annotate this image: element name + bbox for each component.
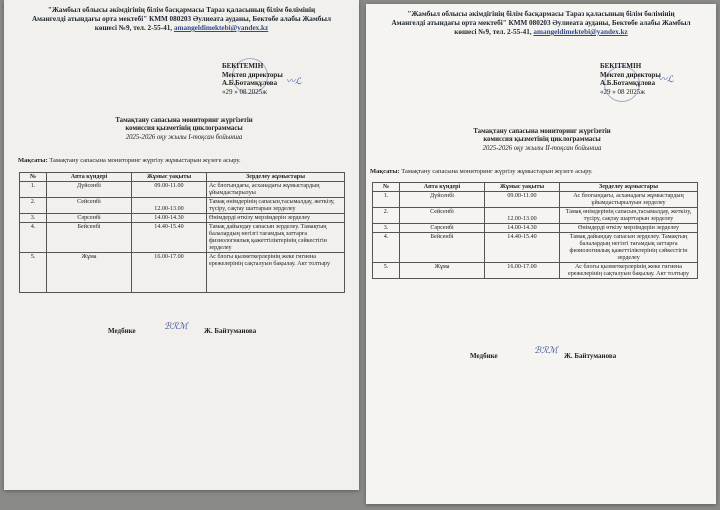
nurse-name: Ж. Байтуманова <box>564 352 617 360</box>
nurse-label: Медбике <box>470 352 498 360</box>
table-row <box>373 233 698 263</box>
row-num: 1. <box>373 192 400 208</box>
approval-block <box>600 62 661 96</box>
approval-position: Мектеп директоры <box>222 70 283 79</box>
document-sheet-right <box>366 4 716 504</box>
nurse-name: Ж. Байтуманова <box>204 327 257 335</box>
table-header-row <box>373 183 698 192</box>
header-line-2: Амангелді атындағы орта мектебі" КММ 080203 Әулиеата ауданы, Бектөбе алабы Жамбыл <box>31 15 332 23</box>
header-line-2: Амангелді атындағы орта мектебі" КММ 080203 Әулиеата ауданы, Бектөбе алабы Жамбыл <box>391 19 691 27</box>
row-num: 5. <box>373 263 400 279</box>
approval-block <box>222 62 283 96</box>
row-time: 12.00-13.00 <box>132 198 207 214</box>
approval-name: А.Б.Ботамқұлова <box>600 79 656 87</box>
row-time: 12.00-13.00 <box>485 208 560 224</box>
row-time: 14.40-15.40 <box>485 233 560 263</box>
table-row <box>20 198 345 214</box>
row-time: 16.00-17.00 <box>132 253 207 293</box>
director-signature-icon: 〰︎ℒ <box>286 77 302 87</box>
header-email[interactable]: amangeldimektebi@yandex.kz <box>173 24 269 32</box>
table-row <box>373 208 698 224</box>
purpose-line <box>370 168 593 175</box>
purpose-text: Тамақтану сапасына мониторинг жүргізу жұмыстарын жүзеге асыру. <box>401 168 593 175</box>
row-day: Сейсенбі <box>400 208 485 224</box>
table-header-row <box>20 173 345 182</box>
doc-title-line-1: Тамақтану сапасына мониторинг жүргізетін <box>115 117 253 124</box>
table-row <box>20 223 345 253</box>
purpose-label: Мақсаты: <box>18 157 48 164</box>
row-task: Тамақ дайындау сапасын зерделеу. Тамақтың балалардың негізгі тағамдық заттарға физиологиялық қажеттіліктерінің сәйкестігін зерделеу <box>560 233 698 263</box>
header-email[interactable]: amangeldimektebi@yandex.kz <box>533 28 628 36</box>
approval-title: БЕКІТЕМІН <box>222 62 264 70</box>
col-task-header: Зерделеу жұмыстары <box>560 183 698 192</box>
col-time-header: Жұмыс уақыты <box>485 183 560 192</box>
doc-title-line-2: комиссия қызметінің циклограммасы <box>483 136 601 144</box>
col-day-header: Апта күндері <box>47 173 132 182</box>
row-day: Бейсенбі <box>400 233 485 263</box>
header-line-1: "Жамбыл облысы әкімдігінің білім басқармасы Тараз қаласының білім бөлімінің <box>407 10 675 18</box>
row-task: Тамақ өнімдерінің сапасын,тасымалдау, жеткізу, түсіру, сақтау шарттарын зерделеу <box>560 208 698 224</box>
col-time-header: Жұмыс уақыты <box>132 173 207 182</box>
col-task-header: Зерделеу жұмыстары <box>207 173 345 182</box>
header-line-3 <box>18 24 345 33</box>
row-day: Дүйсенбі <box>400 192 485 208</box>
table-row <box>373 224 698 233</box>
nurse-signature-icon: ℬℛℳ <box>534 346 558 356</box>
row-task: Ас блогы қызметкерлерінің жеке гигиена ережелерінің сақталуын бақылау. Акт толтыру <box>207 253 345 293</box>
director-signature-icon: 〰︎ℒ <box>658 75 674 85</box>
row-task: Өнімдерді өткізу мерзімдерін зерделеу <box>560 224 698 233</box>
approval-position: Мектеп директоры <box>600 70 661 79</box>
row-time: 09.00-11.00 <box>132 182 207 198</box>
row-day: Жұма <box>47 253 132 293</box>
approval-date: «29 » 08 2025ж <box>600 87 646 96</box>
table-row <box>20 182 345 198</box>
nurse-signature-icon: ℬℛℳ <box>164 322 188 332</box>
row-time: 14.00-14.30 <box>132 214 207 223</box>
doc-subtitle: 2025-2026 оқу жылы І-тоқсан бойынша <box>125 133 243 141</box>
schedule-table <box>19 172 345 293</box>
doc-subtitle: 2025-2026 оқу жылы ІІ-тоқсан бойынша <box>482 144 602 152</box>
approval-name: А.Б.Ботамқұлова <box>222 79 278 87</box>
row-num: 1. <box>20 182 47 198</box>
school-header <box>380 10 702 37</box>
purpose-line <box>18 157 241 164</box>
approval-title: БЕКІТЕМІН <box>600 62 642 70</box>
purpose-text: Тамақтану сапасына мониторинг жүргізу жұмыстарын жүзеге асыру. <box>49 157 241 164</box>
doc-title-line-2: комиссия қызметінің циклограммасы <box>125 125 243 133</box>
row-num: 3. <box>20 214 47 223</box>
row-time: 14.00-14.30 <box>485 224 560 233</box>
row-day: Дүйсенбі <box>47 182 132 198</box>
row-day: Сейсенбі <box>47 198 132 214</box>
row-day: Жұма <box>400 263 485 279</box>
col-day-header: Апта күндері <box>400 183 485 192</box>
table-row <box>20 214 345 223</box>
schedule-table <box>372 182 698 279</box>
header-address: көшесі №9, тел. 2-55-41, <box>454 28 532 36</box>
col-num-header: № <box>373 183 400 192</box>
col-num-header: № <box>20 173 47 182</box>
row-task: Өнімдерді өткізу мерзімдерін зерделеу <box>207 214 345 223</box>
doc-title-line-1: Тамақтану сапасына мониторинг жүргізетін <box>473 128 611 135</box>
row-day: Сәрсенбі <box>47 214 132 223</box>
row-time: 16.00-17.00 <box>485 263 560 279</box>
approval-date: «29 » 08 2025ж <box>222 87 268 96</box>
school-header <box>18 6 345 33</box>
row-task: Ас блогы қызметкерлерінің жеке гигиена ережелерінің сақталуын бақылау. Акт толтыру <box>560 263 698 279</box>
row-task: Ас блогындағы, асханадағы жұмыстардың ұйымдастырылуын зерделеу <box>560 192 698 208</box>
row-num: 4. <box>20 223 47 253</box>
row-num: 2. <box>373 208 400 224</box>
row-task: Тамақ дайындау сапасын зерделеу. Тамақтың балалардың негізгі тағамдық заттарға физиологиялық қажеттіліктерінің сәйкестігін зерделеу <box>207 223 345 253</box>
row-day: Сәрсенбі <box>400 224 485 233</box>
row-num: 3. <box>373 224 400 233</box>
row-time: 14.40-15.40 <box>132 223 207 253</box>
doc-title <box>84 117 284 142</box>
row-num: 4. <box>373 233 400 263</box>
row-day: Бейсенбі <box>47 223 132 253</box>
purpose-label: Мақсаты: <box>370 168 400 175</box>
row-time: 09.00-11.00 <box>485 192 560 208</box>
table-row <box>373 192 698 208</box>
row-num: 5. <box>20 253 47 293</box>
document-sheet-left <box>4 0 359 490</box>
table-row <box>373 263 698 279</box>
doc-title <box>432 128 652 153</box>
header-address: көшесі №9, тел. 2-55-41, <box>94 24 173 32</box>
row-num: 2. <box>20 198 47 214</box>
nurse-label: Медбике <box>108 327 136 335</box>
row-task: Тамақ өнімдерінің сапасын,тасымалдау, жеткізу, түсіру, сақтау шаттарын зерделеу <box>207 198 345 214</box>
header-line-3 <box>380 28 702 37</box>
header-line-1: "Жамбыл облысы әкімдігінің білім басқармасы Тараз қаласының білім бөлімінің <box>47 6 316 14</box>
row-task: Ас блогындағы, асханадағы жұмыстардың ұйымдастырылуы <box>207 182 345 198</box>
table-row <box>20 253 345 293</box>
